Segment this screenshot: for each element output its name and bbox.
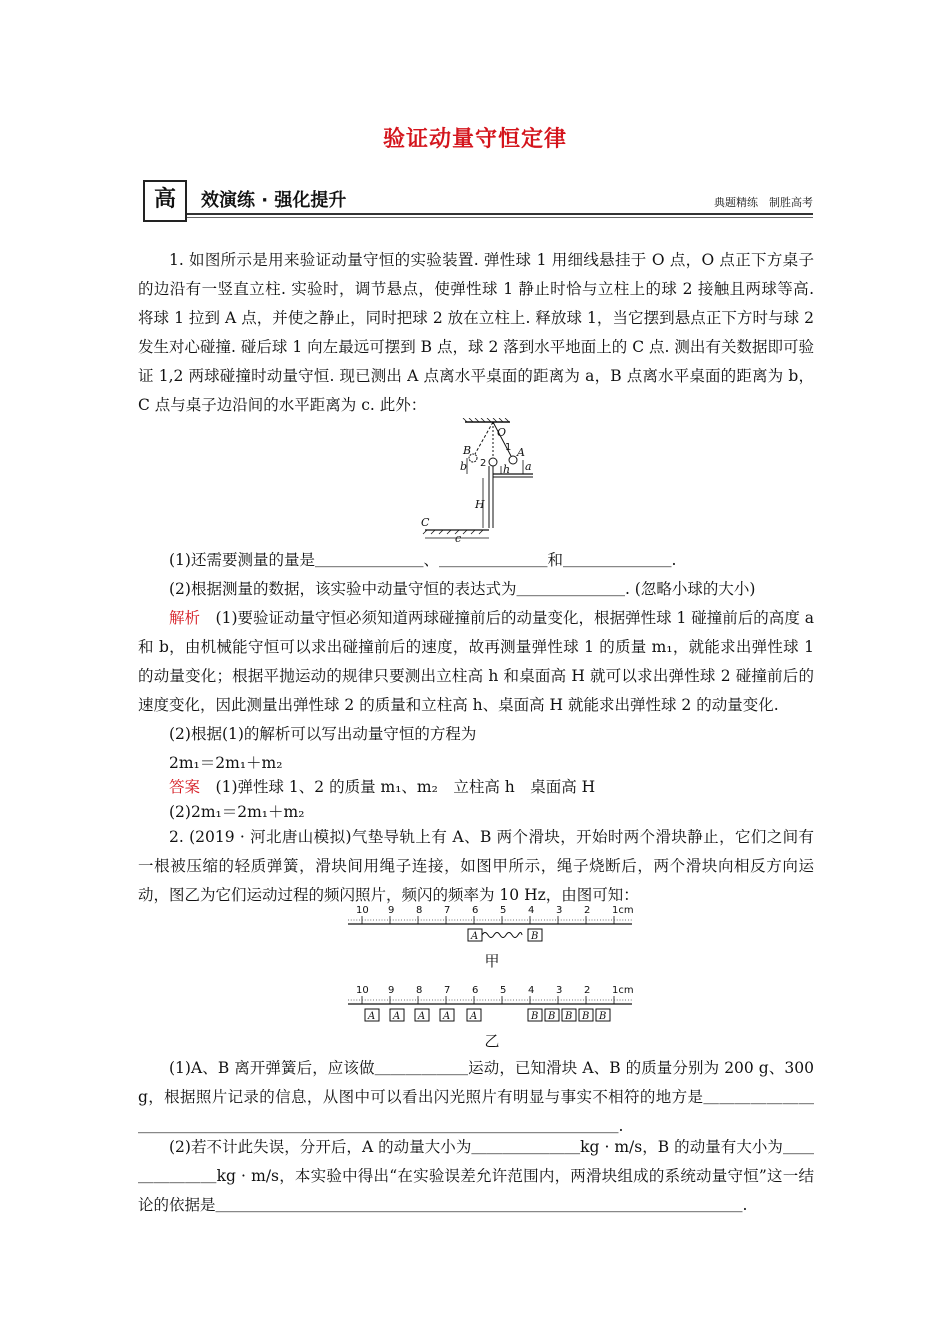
q1-sub1: (1)还需要测量的量是＿＿＿＿＿＿＿、＿＿＿＿＿＿＿和＿＿＿＿＿＿＿.	[169, 551, 677, 569]
label-ball-1: 1	[505, 442, 512, 453]
ruler1-label-5: 5	[500, 905, 507, 916]
q1-stem: 1. 如图所示是用来验证动量守恒的实验装置. 弹性球 1 用细线悬挂于 O 点，O 点正下方桌子的边沿有一竖直立柱. 实验时，调节悬点，使弹性球 1 静止时恰与立柱上的球 2 接触且两球等高. 将球 1 拉到 A 点，并使之静止，同时把球 2 放在立柱上. 释放球 1，当它摆到悬点正下方时与球 2 发生对心碰撞. 碰后球 1 向左最远可摆到 B 点，球 2 落到水平地面上的 C 点. 测出有关数据即可验证 1,2 两球碰撞时动量守恒. 现已测出 A 点离水平桌面的距离为 a，B 点离水平桌面的距离为 b，C 点与桌子边沿间的水平距离为 c. 此外：	[138, 251, 814, 414]
q2-sub1: (1)A、B 离开弹簧后，应该做＿＿＿＿＿＿运动，已知滑块 A、B 的质量分别为 200 g、300 g，根据照片记录的信息，从图中可以看出闪光照片有明显与事实不相符的地方是＿＿＿＿＿＿＿＿＿＿＿＿＿＿＿＿＿＿＿＿＿＿＿＿＿＿＿＿＿＿＿＿＿＿＿＿＿＿.	[138, 1059, 814, 1135]
banner-rule	[187, 213, 813, 215]
analysis-part1: (1)要验证动量守恒必须知道两球碰撞前后的动量变化，根据弹性球 1 碰撞前后的高度 a 和 b，由机械能守恒可以求出碰撞前后的速度，故再测量弹性球 1 的质量 m₁，就能求出弹性球 1 的动量变化；根据平抛运动的规律只要测出立柱高 h 和桌面高 H 就可以求出弹性球 2 碰撞前后的速度变化，因此测量出弹性球 2 的质量和立柱高 h、桌面高 H 就能求出弹性球 2 的动量变化.	[138, 609, 814, 714]
ruler2-label-7: 7	[444, 985, 451, 996]
ruler2-label-6: 6	[472, 985, 479, 996]
answer-label: 答案	[169, 778, 201, 796]
banner-text: 效演练 · 强化提升	[201, 190, 347, 211]
ruler1-label-3: 3	[556, 905, 563, 916]
label-O: O	[497, 426, 507, 439]
banner-slogan: 典题精练 制胜高考	[714, 196, 813, 209]
q1-analysis	[138, 604, 814, 720]
ruler1-label-6: 6	[472, 905, 479, 916]
ruler2-A-5: A	[470, 1011, 478, 1022]
label-ball-2: 2	[480, 458, 487, 469]
figure-caption-yi: 乙	[484, 1032, 500, 1050]
figure-caption-jia: 甲	[484, 952, 500, 970]
label-B: B	[463, 444, 472, 457]
analysis-label: 解析	[169, 609, 201, 627]
ruler2-label-9: 9	[388, 985, 395, 996]
ruler2-label-2: 2	[584, 985, 591, 996]
ruler2-B-4: B	[582, 1011, 590, 1022]
ruler1-slider-A: A	[471, 931, 479, 942]
ruler2-label-3: 3	[556, 985, 563, 996]
q2-sub2: (2)若不计此失误，分开后，A 的动量大小为＿＿＿＿＿＿＿kg · m/s，B 的动量有大小为＿＿＿＿＿＿＿kg · m/s，本实验中得出“在实验误差允许范围内，两滑块组成的系统动量守恒”这一结论的依据是＿＿＿＿＿＿＿＿＿＿＿＿＿＿＿＿＿＿＿＿＿＿＿＿＿＿＿＿＿＿＿＿＿＿.	[138, 1138, 814, 1214]
ruler2-A-4: A	[443, 1011, 451, 1022]
ruler2-B-3: B	[565, 1011, 573, 1022]
section-banner	[143, 180, 813, 220]
q2-stem: 2. (2019 · 河北唐山模拟)气垫导轨上有 A、B 两个滑块，开始时两个滑块静止，它们之间有一根被压缩的轻质弹簧，滑块间用绳子连接，如图甲所示，绳子烧断后，两个滑块向相反方向运动，图乙为它们运动过程的频闪照片，频闪的频率为 10 Hz，由图可知：	[138, 828, 814, 904]
label-a: a	[525, 460, 532, 473]
q1-equation: 2m₁＝2m₁＋m₂	[169, 754, 283, 772]
banner-box: 高	[143, 180, 187, 222]
ruler2-label-1cm: 1cm	[612, 985, 634, 996]
ruler2-A-1: A	[368, 1011, 376, 1022]
ruler-figure-yi	[340, 980, 640, 1026]
label-A: A	[517, 446, 525, 459]
ruler1-label-9: 9	[388, 905, 395, 916]
ruler2-B-5: B	[599, 1011, 607, 1022]
label-C: C	[421, 516, 430, 529]
ruler2-label-5: 5	[500, 985, 507, 996]
ruler2-B-1: B	[531, 1011, 539, 1022]
ruler1-label-1cm: 1cm	[612, 905, 634, 916]
ruler2-label-8: 8	[416, 985, 423, 996]
ruler1-label-4: 4	[528, 905, 535, 916]
label-h: h	[503, 463, 511, 476]
ruler2-label-4: 4	[528, 985, 535, 996]
label-b: b	[460, 460, 468, 473]
ruler2-A-3: A	[418, 1011, 426, 1022]
pendulum-figure	[405, 418, 545, 542]
page-title: 验证动量守恒定律	[382, 126, 567, 152]
q1-answer2: (2)2m₁＝2m₁＋m₂	[169, 803, 305, 821]
ruler2-B-2: B	[548, 1011, 556, 1022]
banner-rule-thin	[187, 217, 813, 218]
answer-part1: (1)弹性球 1、2 的质量 m₁、m₂ 立柱高 h 桌面高 H	[215, 778, 596, 796]
ruler2-label-10: 10	[356, 985, 369, 996]
ruler1-label-7: 7	[444, 905, 451, 916]
ruler1-label-10: 10	[356, 905, 369, 916]
ruler-figure-jia	[340, 898, 640, 946]
label-H: H	[475, 498, 485, 511]
ruler1-label-2: 2	[584, 905, 591, 916]
ruler2-A-2: A	[393, 1011, 401, 1022]
ruler1-label-8: 8	[416, 905, 423, 916]
ruler1-slider-B: B	[531, 931, 539, 942]
label-c: c	[455, 532, 462, 542]
q1-analysis2: (2)根据(1)的解析可以写出动量守恒的方程为	[169, 725, 477, 743]
q1-sub2: (2)根据测量的数据，该实验中动量守恒的表达式为＿＿＿＿＿＿＿. (忽略小球的大小)	[169, 580, 756, 598]
